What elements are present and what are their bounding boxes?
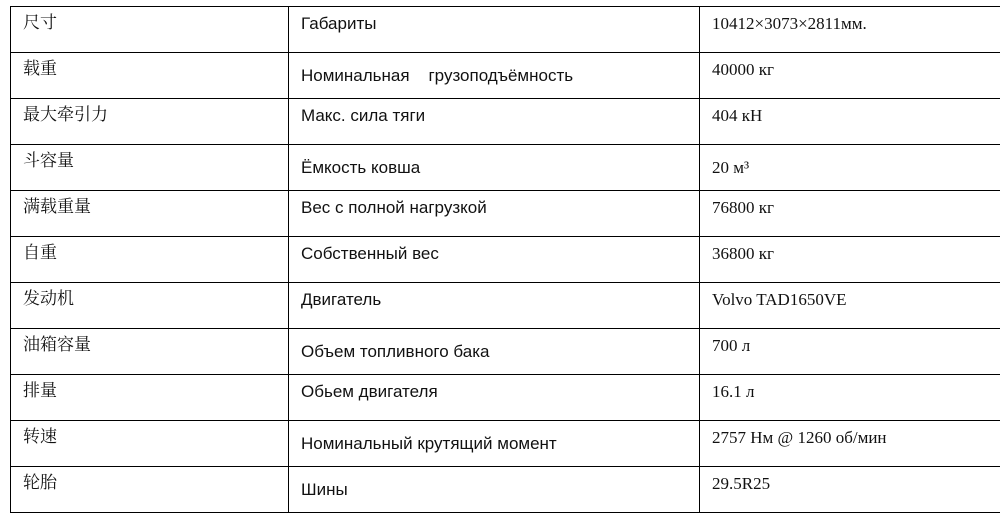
label-ru: Объем топливного бака <box>301 342 490 361</box>
value-cell <box>700 237 1000 283</box>
table-row <box>11 7 1000 53</box>
table-row <box>11 375 1000 421</box>
label-ru-cell <box>289 53 700 99</box>
value: 29.5R25 <box>712 474 771 493</box>
value: 36800 кг <box>712 244 774 263</box>
label-ru: Обьем двигателя <box>301 382 438 401</box>
value: 40000 кг <box>712 60 774 79</box>
value: 16.1 л <box>712 382 755 401</box>
table-row <box>11 467 1000 513</box>
label-zh: 最大牵引力 <box>23 105 108 125</box>
label-zh-cell <box>11 375 289 421</box>
table-row <box>11 53 1000 99</box>
value: 2757 Нм @ 1260 об/мин <box>712 428 887 447</box>
label-ru: Номинальный крутящий момент <box>301 434 557 453</box>
label-zh: 载重 <box>23 59 57 79</box>
label-zh-cell <box>11 191 289 237</box>
table-row <box>11 329 1000 375</box>
label-ru-cell <box>289 283 700 329</box>
label-ru-cell <box>289 7 700 53</box>
label-ru-cell <box>289 329 700 375</box>
label-ru-cell <box>289 99 700 145</box>
label-zh: 尺寸 <box>23 13 57 33</box>
table-row <box>11 237 1000 283</box>
label-zh: 斗容量 <box>23 151 74 171</box>
value-cell <box>700 283 1000 329</box>
label-ru: Габариты <box>301 14 377 33</box>
label-ru-cell <box>289 191 700 237</box>
label-zh: 满载重量 <box>23 197 91 217</box>
label-zh-cell <box>11 467 289 513</box>
label-zh: 排量 <box>23 381 57 401</box>
label-ru: Шины <box>301 480 348 499</box>
value-cell <box>700 467 1000 513</box>
value: 20 м³ <box>712 158 750 177</box>
label-ru: Собственный вес <box>301 244 439 263</box>
label-zh: 油箱容量 <box>23 335 91 355</box>
label-ru: Двигатель <box>301 290 382 309</box>
label-ru-cell <box>289 467 700 513</box>
value-cell <box>700 191 1000 237</box>
value: 404 кН <box>712 106 763 125</box>
label-zh-cell <box>11 145 289 191</box>
label-ru: Макс. сила тяги <box>301 106 426 125</box>
table-row <box>11 283 1000 329</box>
value-cell <box>700 421 1000 467</box>
label-ru: Вес с полной нагрузкой <box>301 198 487 217</box>
label-ru: Ёмкость ковша <box>301 158 421 177</box>
value: 700 л <box>712 336 751 355</box>
value: 10412×3073×2811мм. <box>712 14 867 33</box>
spec-table <box>10 6 1000 513</box>
value: Volvo TAD1650VE <box>712 290 847 309</box>
table-row <box>11 145 1000 191</box>
label-ru-cell <box>289 375 700 421</box>
label-ru-cell <box>289 237 700 283</box>
value: 76800 кг <box>712 198 774 217</box>
label-zh-cell <box>11 421 289 467</box>
label-zh-cell <box>11 329 289 375</box>
value-cell <box>700 375 1000 421</box>
label-zh: 自重 <box>23 243 57 263</box>
label-ru-cell <box>289 145 700 191</box>
label-zh-cell <box>11 7 289 53</box>
table-row <box>11 99 1000 145</box>
label-zh: 转速 <box>23 427 57 447</box>
value-cell <box>700 329 1000 375</box>
value-cell <box>700 145 1000 191</box>
label-zh-cell <box>11 53 289 99</box>
table-row <box>11 421 1000 467</box>
value-cell <box>700 99 1000 145</box>
table-row <box>11 191 1000 237</box>
value-cell <box>700 53 1000 99</box>
label-zh-cell <box>11 99 289 145</box>
label-zh: 发动机 <box>23 289 74 309</box>
label-zh-cell <box>11 237 289 283</box>
label-ru-cell <box>289 421 700 467</box>
value-cell <box>700 7 1000 53</box>
label-zh: 轮胎 <box>23 473 57 493</box>
label-ru: Номинальная грузоподъёмность <box>301 66 574 85</box>
label-zh-cell <box>11 283 289 329</box>
